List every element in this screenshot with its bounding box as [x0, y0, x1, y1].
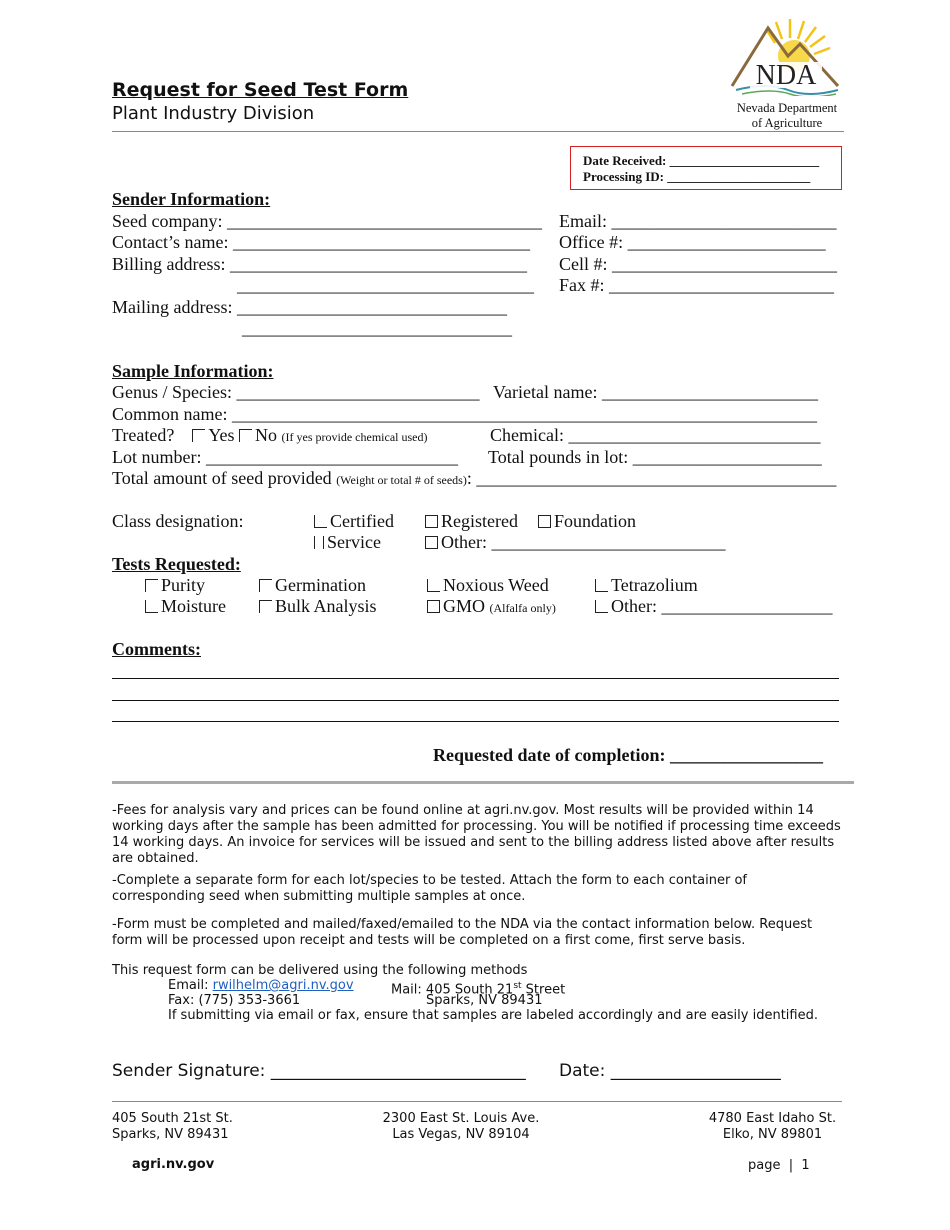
- office-phone-field[interactable]: Office #: ______________________: [559, 232, 826, 252]
- delivery-mail-rest: Street: [521, 982, 566, 998]
- sender-info-heading: Sender Information:: [112, 189, 271, 209]
- treated-no-checkbox[interactable]: [239, 429, 252, 442]
- test-purity-option[interactable]: [145, 575, 205, 596]
- logo-caption-line-2: of Agriculture: [751, 116, 823, 130]
- footer-website[interactable]: agri.nv.gov: [132, 1157, 215, 1172]
- chemical-field[interactable]: Chemical: ____________________________: [490, 425, 821, 445]
- registered-label: Registered: [441, 511, 518, 531]
- class-certified-option[interactable]: [314, 511, 394, 532]
- delivery-email-label: Email:: [168, 978, 209, 993]
- registered-checkbox[interactable]: [425, 515, 438, 528]
- mailing-address-line-2[interactable]: ______________________________: [242, 318, 512, 338]
- genus-species-field[interactable]: Genus / Species: ___________________________: [112, 382, 480, 402]
- email-link[interactable]: rwilhelm@agri.nv.gov: [212, 978, 354, 993]
- signature-date-field[interactable]: Date: ____________________: [559, 1061, 781, 1081]
- logo-text: NDA: [755, 60, 817, 91]
- delivery-mail-label: Mail: 405 South 21: [391, 982, 514, 998]
- date-received-field[interactable]: Date Received: _______________________: [583, 153, 820, 168]
- requested-completion-field[interactable]: Requested date of completion: _________________: [433, 745, 823, 765]
- treated-note: (If yes provide chemical used): [281, 430, 428, 444]
- page-number: page | 1: [748, 1158, 810, 1173]
- gmo-note: (Alfalfa only): [489, 601, 556, 615]
- footer-elko-line-1: 4780 East Idaho St.: [708, 1111, 837, 1126]
- footer-sparks-line-1: 405 South 21st St.: [112, 1111, 233, 1126]
- class-other-field[interactable]: Other: __________________________: [441, 532, 726, 552]
- nda-logo-icon: [728, 16, 846, 96]
- comment-line-1[interactable]: [112, 678, 839, 679]
- test-gmo-option[interactable]: [427, 596, 556, 619]
- service-label: Service: [327, 532, 381, 552]
- common-name-field[interactable]: Common name: _________________________________________________________________: [112, 404, 817, 424]
- class-foundation-option[interactable]: [538, 511, 636, 532]
- bulk-analysis-label: Bulk Analysis: [275, 596, 377, 616]
- class-service-option[interactable]: [310, 532, 381, 553]
- labeling-note: If submitting via email or fax, ensure that samples are labeled accordingly and are easily identified.: [168, 1008, 818, 1023]
- footer-sparks-line-2: Sparks, NV 89431: [112, 1127, 229, 1142]
- test-noxious-weed-option[interactable]: [427, 575, 549, 596]
- seed-company-field[interactable]: Seed company: ___________________________________: [112, 211, 542, 231]
- footer-las-vegas-line-2: Las Vegas, NV 89104: [392, 1127, 530, 1142]
- footer-las-vegas-line-1: 2300 East St. Louis Ave.: [382, 1111, 540, 1126]
- treated-yes-label: Yes: [208, 425, 235, 445]
- footer-divider: [112, 1101, 842, 1102]
- noxious-weed-checkbox[interactable]: [427, 579, 440, 592]
- billing-address-field[interactable]: Billing address: _________________________________: [112, 254, 527, 274]
- germination-label: Germination: [275, 575, 366, 595]
- class-other-option[interactable]: [425, 532, 725, 553]
- varietal-name-field[interactable]: Varietal name: ________________________: [493, 382, 818, 402]
- email-field[interactable]: Email: _________________________: [559, 211, 837, 231]
- class-other-checkbox[interactable]: [425, 536, 438, 549]
- delivery-mail-sup: st: [513, 981, 522, 991]
- footer-address-elko: [690, 1111, 855, 1143]
- form-title: Request for Seed Test Form: [112, 79, 409, 101]
- billing-address-line-2[interactable]: _________________________________: [237, 275, 534, 295]
- fees-note: -Fees for analysis vary and prices can be found online at agri.nv.gov. Most results will be provided within 14 working days after the sample has been admitted for processing. You will be notified if processing time exceeds 14 working days. An invoice for services will be issued and sent to the billing address listed above after results are obtained.: [112, 803, 841, 866]
- logo-caption-line-1: Nevada Department: [736, 101, 838, 115]
- contacts-name-field[interactable]: Contact’s name: _________________________________: [112, 232, 530, 252]
- fax-field[interactable]: Fax #: _________________________: [559, 275, 835, 295]
- test-bulk-analysis-option[interactable]: [259, 596, 377, 617]
- comments-heading: Comments:: [112, 639, 201, 659]
- treated-label: Treated?: [112, 425, 175, 445]
- gmo-checkbox[interactable]: [427, 600, 440, 613]
- gmo-label: GMO: [443, 596, 486, 616]
- certified-label: Certified: [330, 511, 394, 531]
- lot-number-field[interactable]: Lot number: ____________________________: [112, 447, 458, 467]
- class-designation-label: Class designation:: [112, 511, 244, 531]
- service-checkbox[interactable]: [314, 536, 324, 549]
- class-registered-option[interactable]: [425, 511, 518, 532]
- foundation-checkbox[interactable]: [538, 515, 551, 528]
- comment-line-2[interactable]: [112, 700, 839, 701]
- total-pounds-field[interactable]: Total pounds in lot: _____________________: [488, 447, 822, 467]
- delivery-fax: Fax: (775) 353-3661: [168, 993, 301, 1008]
- bulk-analysis-checkbox[interactable]: [259, 600, 272, 613]
- logo-caption: [728, 101, 846, 131]
- cell-phone-field[interactable]: Cell #: _________________________: [559, 254, 837, 274]
- tests-requested-heading: Tests Requested:: [112, 554, 241, 574]
- sender-signature-field[interactable]: Sender Signature: ______________________________: [112, 1061, 526, 1081]
- total-amount-label: Total amount of seed provided: [112, 468, 332, 488]
- germination-checkbox[interactable]: [259, 579, 272, 592]
- nda-logo: [728, 16, 846, 128]
- test-moisture-option[interactable]: [145, 596, 226, 617]
- certified-checkbox[interactable]: [314, 515, 327, 528]
- treated-row: [112, 425, 427, 448]
- office-use-box: [570, 146, 842, 190]
- purity-checkbox[interactable]: [145, 579, 158, 592]
- delivery-intro: This request form can be delivered using the following methods: [112, 963, 528, 978]
- section-divider: [112, 781, 854, 784]
- test-tetrazolium-option[interactable]: [595, 575, 698, 596]
- foundation-label: Foundation: [554, 511, 637, 531]
- sample-info-heading: Sample Information:: [112, 361, 274, 381]
- separate-form-note: -Complete a separate form for each lot/species to be tested. Attach the form to each container of corresponding seed when submitting multiple samples at once.: [112, 873, 747, 904]
- treated-yes-checkbox[interactable]: [192, 429, 205, 442]
- header-divider: [112, 131, 844, 132]
- test-other-checkbox[interactable]: [595, 600, 608, 613]
- total-amount-field[interactable]: [112, 468, 836, 491]
- total-amount-note: (Weight or total # of seeds): [336, 473, 467, 487]
- comment-line-3[interactable]: [112, 721, 839, 722]
- submission-note: -Form must be completed and mailed/faxed/emailed to the NDA via the contact information below. Request form will be processed upon receipt and tests will be completed on a first come, first serve basis.: [112, 917, 813, 948]
- delivery-mail-city: Sparks, NV 89431: [426, 993, 543, 1008]
- tetrazolium-label: Tetrazolium: [611, 575, 698, 595]
- moisture-label: Moisture: [161, 596, 226, 616]
- treated-no-label: No: [255, 425, 278, 445]
- noxious-weed-label: Noxious Weed: [443, 575, 549, 595]
- division-subtitle: Plant Industry Division: [112, 103, 315, 124]
- purity-label: Purity: [161, 575, 206, 595]
- mailing-address-field[interactable]: Mailing address: ______________________________: [112, 297, 507, 317]
- test-germination-option[interactable]: [259, 575, 366, 596]
- test-other-option[interactable]: [595, 596, 832, 617]
- footer-address-sparks: [112, 1111, 233, 1143]
- test-other-field[interactable]: Other: ___________________: [611, 596, 833, 616]
- tetrazolium-checkbox[interactable]: [595, 579, 608, 592]
- total-amount-line[interactable]: : ________________________________________: [466, 468, 837, 488]
- footer-address-las-vegas: [361, 1111, 561, 1143]
- footer-elko-line-2: Elko, NV 89801: [722, 1127, 823, 1142]
- processing-id-field[interactable]: Processing ID: ______________________: [583, 169, 811, 184]
- moisture-checkbox[interactable]: [145, 600, 158, 613]
